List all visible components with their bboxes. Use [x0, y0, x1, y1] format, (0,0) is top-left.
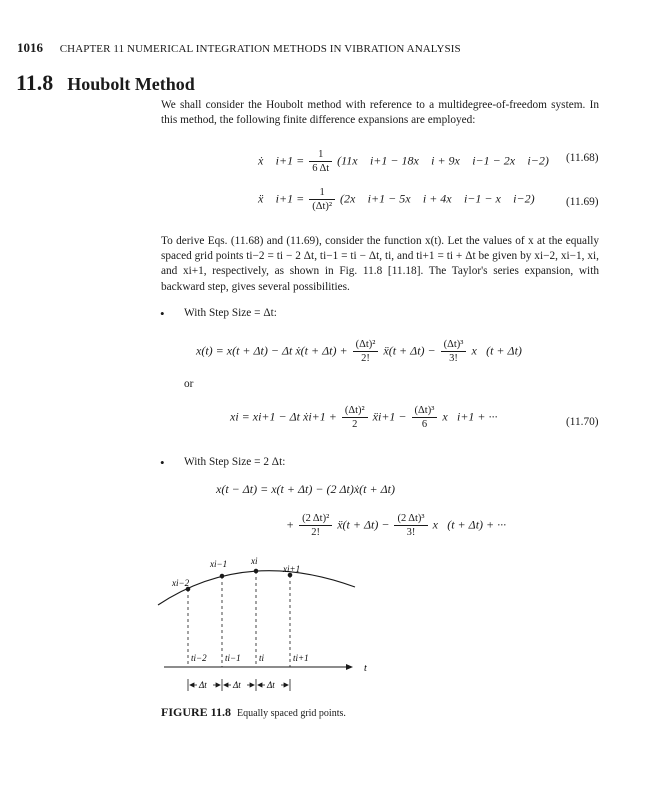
taylor1-f1-num: (Δt)² [353, 338, 379, 352]
eq-number-11-68: (11.68) [566, 152, 599, 164]
label-t-i-plus-1: ti+1 [293, 653, 309, 663]
label-x-i-minus-1: xi−1 [210, 559, 228, 569]
section-heading [16, 70, 195, 96]
bullet-marker-1: • [160, 306, 165, 321]
bullet-label-1: With Step Size = Δt: [184, 307, 277, 319]
eq-number-11-70: (11.70) [566, 416, 599, 428]
taylor2-end: x⃛(t + Δt) + ··· [432, 517, 507, 532]
taylor1-lhs: x(t) = x(t + Δt) − Δt ẋ(t + Δt) + [196, 343, 348, 358]
taylor2-fraction-1 [299, 512, 332, 539]
taylor2-mid: ẍ(t + Δt) − [337, 517, 390, 532]
taylor1-f2-den: 3! [449, 353, 458, 364]
taylor1-mid: ẍ(t + Δt) − [383, 343, 436, 358]
running-header [17, 40, 461, 56]
step-label-1: Δt [199, 680, 207, 690]
figure-caption [161, 706, 351, 720]
equation-11-69 [258, 186, 535, 213]
eq-11-68-frac-num: 1 [309, 148, 332, 162]
section-number: 11.8 [16, 70, 54, 95]
time-axis-arrowhead [346, 664, 353, 670]
eq-11-70-lhs: xi = xi+1 − Δt ẋi+1 + [230, 409, 337, 424]
eq-11-68-frac-den: 6 Δt [312, 163, 330, 174]
bullet-label-2: With Step Size = 2 Δt: [184, 456, 286, 468]
taylor2-fraction-2 [394, 512, 427, 539]
figure-caption-text: Equally spaced grid points. [237, 708, 346, 719]
eq-11-69-rhs: (2x⃗ i+1 − 5x⃗ i + 4x⃗ i−1 − x⃗ i−2) [340, 191, 535, 206]
taylor2-f2-num: (2 Δt)³ [394, 512, 427, 526]
eq-11-70-mid: ẍi+1 − [372, 409, 407, 424]
intro-paragraph: We shall consider the Houbolt method with reference to a multidegree-of-freedom system. In this method, the following finite difference expansions are employed: [161, 99, 599, 127]
eq-11-70-f1-den: 2 [352, 419, 358, 430]
equation-11-70 [230, 404, 498, 431]
eq-11-70-f1-num: (Δt)² [342, 404, 368, 418]
equation-11-68 [258, 148, 549, 175]
taylor2-f1-den: 2! [311, 527, 321, 538]
label-x-i-minus-2: xi−2 [172, 578, 190, 588]
taylor2-plus: + [286, 517, 295, 532]
eq-11-69-frac-num: 1 [309, 186, 335, 200]
time-axis-label: t [364, 663, 367, 674]
label-t-i-minus-2: ti−2 [191, 653, 207, 663]
running-title: CHAPTER 11 NUMERICAL INTEGRATION METHODS IN VIBRATION ANALYSIS [59, 43, 461, 55]
taylor1-f2-num: (Δt)³ [441, 338, 467, 352]
eq-11-70-f2-num: (Δt)³ [412, 404, 438, 418]
eq-11-70-f2-den: 6 [421, 419, 428, 430]
taylor1-f1-den: 2! [361, 353, 370, 364]
label-t-i-minus-1: ti−1 [225, 653, 241, 663]
taylor2-line-2 [286, 512, 506, 539]
taylor1-fraction-1 [353, 338, 379, 365]
taylor2-f2-den: 3! [406, 527, 416, 538]
taylor-expansion-step-1 [196, 338, 522, 365]
eq-11-70-fraction-2 [412, 404, 438, 431]
eq-11-68-rhs: (11x⃗ i+1 − 18x⃗ i + 9x⃗ i−1 − 2x⃗ i−2) [337, 153, 549, 168]
eq-number-11-69: (11.69) [566, 196, 599, 208]
eq-11-69-lhs: ẍ⃗ i+1 = [258, 191, 305, 206]
eq-11-68-fraction [309, 148, 332, 175]
eq-11-70-fraction-1 [342, 404, 368, 431]
step-label-2: Δt [233, 680, 241, 690]
figure-grid-points [150, 555, 370, 700]
figure-label: FIGURE 11.8 [161, 705, 232, 719]
derivation-paragraph: To derive Eqs. (11.68) and (11.69), consider the function x(t). Let the values of x at the equally spaced grid points ti−2 = ti − 2 Δt, ti−1 = ti − Δt, ti, and ti+1 = ti + Δt be given by xi−2, xi−1, xi, and xi+1, respectively, as shown in Fig. 11.8 [11.18]. The Taylor's series expansion, with backward step, gives several possibilities. [161, 235, 599, 293]
eq-11-69-fraction [309, 186, 335, 213]
taylor1-fraction-2 [441, 338, 467, 365]
label-x-i: xi [251, 556, 258, 566]
eq-11-70-end: x⃛i+1 + ··· [442, 409, 498, 424]
bullet-marker-2: • [160, 455, 165, 470]
taylor1-end: x⃛(t + Δt) [471, 343, 522, 358]
page-number: 1016 [17, 40, 43, 55]
eq-11-69-frac-den: (Δt)² [312, 201, 333, 212]
or-word: or [184, 378, 194, 390]
taylor2-f1-num: (2 Δt)² [299, 512, 332, 526]
point-x-i-minus-1 [220, 574, 225, 579]
label-x-i-plus-1: xi+1 [283, 564, 301, 574]
point-x-i [254, 569, 259, 574]
section-title: Houbolt Method [67, 74, 195, 94]
label-t-i: ti [259, 653, 265, 663]
eq-11-68-lhs: ẋ⃗ i+1 = [258, 153, 305, 168]
taylor2-line-1: x(t − Δt) = x(t + Δt) − (2 Δt)ẋ(t + Δt) [216, 482, 395, 496]
step-label-3: Δt [267, 680, 275, 690]
